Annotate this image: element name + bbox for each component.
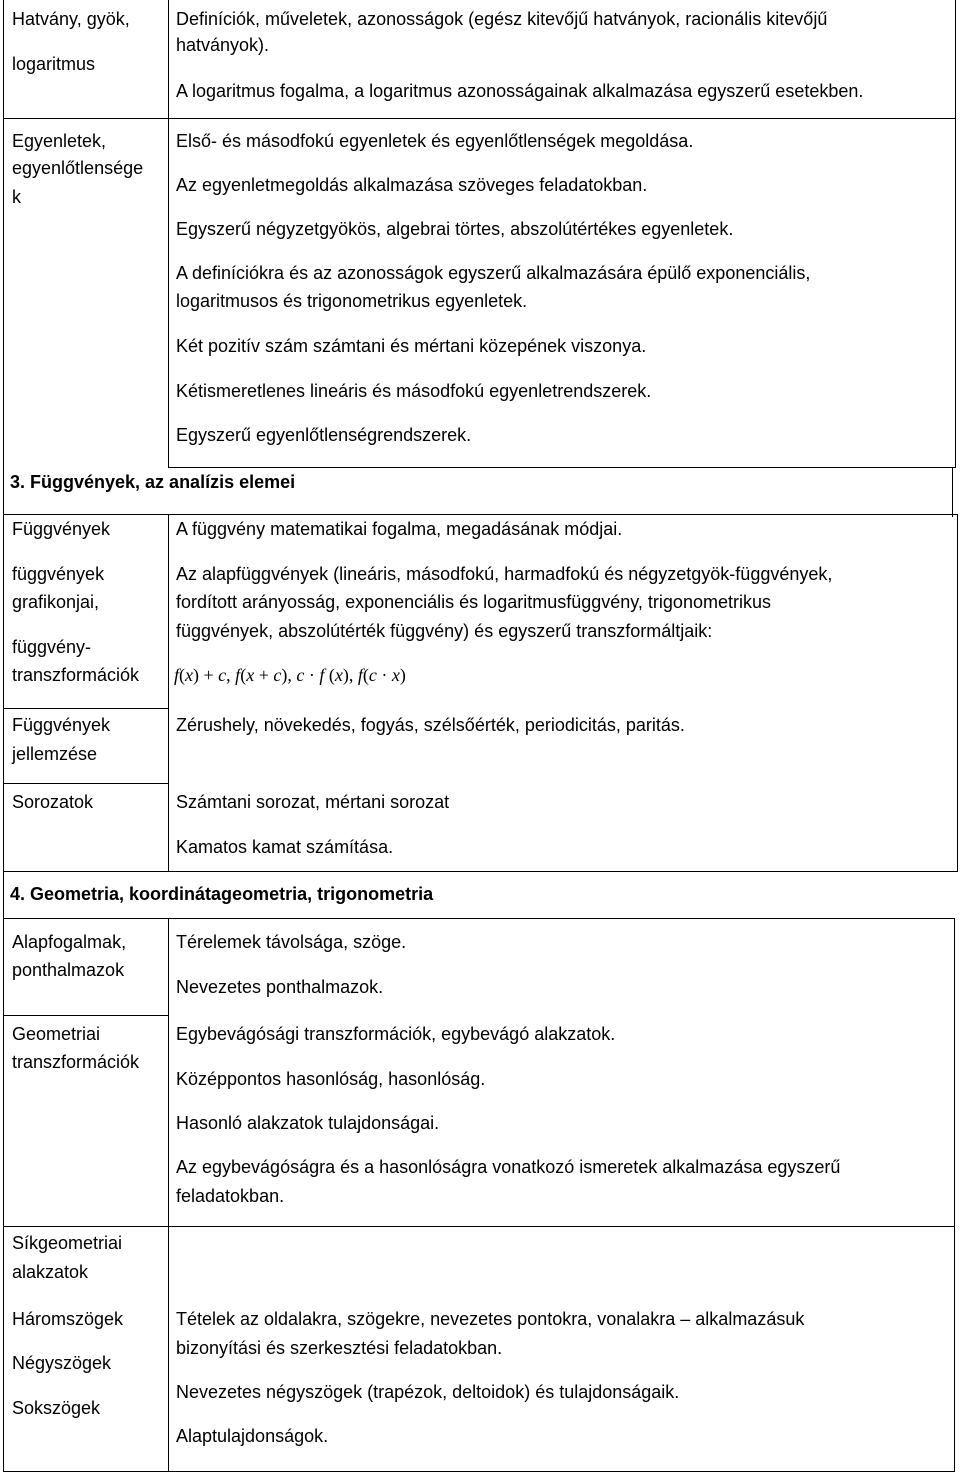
content-line: feladatokban. xyxy=(176,1186,285,1206)
formula-x: x xyxy=(246,665,255,685)
formula-paren: ) xyxy=(399,665,406,685)
topic-line: transzformációk xyxy=(12,1052,140,1072)
topic-line: ponthalmazok xyxy=(12,960,125,980)
content-line: Tételek az oldalakra, szögekre, nevezetes pontokra, vonalakra – alkalmazásuk xyxy=(176,1309,805,1329)
content-line: Első- és másodfokú egyenletek és egyenlőtlenségek megoldása. xyxy=(176,131,694,151)
transformation-formula xyxy=(174,664,406,686)
topic-line: logaritmus xyxy=(12,54,96,74)
content-line: hatványok). xyxy=(176,35,270,55)
formula-f: f xyxy=(174,665,180,685)
formula-x: x xyxy=(391,665,400,685)
formula-dot: · xyxy=(304,665,320,685)
content-line: Az egyenletmegoldás alkalmazása szöveges feladatokban. xyxy=(176,175,648,195)
formula-x: x xyxy=(334,665,343,685)
topic-line: transzformációk xyxy=(12,665,140,685)
content-line: Középpontos hasonlóság, hasonlóság. xyxy=(176,1069,486,1089)
formula-sep: ), xyxy=(281,665,297,685)
topic-line: jellemzése xyxy=(12,744,98,764)
formula-paren: ( xyxy=(240,665,247,685)
formula-c: c xyxy=(273,665,282,685)
formula-sep: , xyxy=(226,665,236,685)
content-line: bizonyítási és szerkesztési feladatokban. xyxy=(176,1338,503,1358)
content-line: Az alapfüggvények (lineáris, másodfokú, harmadfokú és négyzetgyök-függvények, xyxy=(176,564,833,584)
topic-line: Sorozatok xyxy=(12,792,94,812)
formula-dot: · xyxy=(376,665,392,685)
formula-f: f xyxy=(357,665,363,685)
content-line: függvények, abszolútérték függvény) és egyszerű transzformáltjaik: xyxy=(176,621,713,641)
content-line: Térelemek távolsága, szöge. xyxy=(176,932,407,952)
topic-line: függvény- xyxy=(12,637,92,657)
content-line: Kamatos kamat számítása. xyxy=(176,837,394,857)
formula-op: + xyxy=(254,665,274,685)
topic-line: Egyenletek, xyxy=(12,131,107,151)
content-line: Egyszerű egyenlőtlenségrendszerek. xyxy=(176,425,472,445)
content-line: Alaptulajdonságok. xyxy=(176,1426,329,1446)
content-line: A logaritmus fogalma, a logaritmus azonosságainak alkalmazása egyszerű esetekben. xyxy=(176,81,864,101)
formula-paren: ( xyxy=(328,665,335,685)
formula-paren: ( xyxy=(179,665,186,685)
content-line: Zérushely, növekedés, fogyás, szélsőérték, periodicitás, paritás. xyxy=(176,715,685,735)
content-line: A definíciókra és az azonosságok egyszerű alkalmazására épülő exponenciális, xyxy=(176,263,811,283)
content-line: fordított arányosság, exponenciális és logaritmusfüggvény, trigonometrikus xyxy=(176,592,771,612)
topic-line: Sokszögek xyxy=(12,1398,101,1418)
content-line: Hasonló alakzatok tulajdonságai. xyxy=(176,1113,440,1133)
topic-line: függvények xyxy=(12,564,105,584)
topic-line: k xyxy=(12,187,21,207)
topic-line: alakzatok xyxy=(12,1262,89,1282)
formula-sep: ), xyxy=(342,665,358,685)
formula-x: x xyxy=(185,665,194,685)
content-line: A függvény matematikai fogalma, megadásának módjai. xyxy=(176,519,623,539)
content-line: Kétismeretlenes lineáris és másodfokú egyenletrendszerek. xyxy=(176,381,652,401)
formula-paren: ( xyxy=(362,665,369,685)
content-line: logaritmusos és trigonometrikus egyenletek. xyxy=(176,291,528,311)
content-line: Nevezetes négyszögek (trapézok, deltoidok) és tulajdonságaik. xyxy=(176,1382,680,1402)
formula-c: c xyxy=(218,665,227,685)
content-line: Számtani sorozat, mértani sorozat xyxy=(176,792,450,812)
topic-line: Függvények xyxy=(12,715,111,735)
section-heading: 3. Függvények, az analízis elemei xyxy=(10,472,296,492)
topic-line: Függvények xyxy=(12,519,111,539)
content-line: Nevezetes ponthalmazok. xyxy=(176,977,384,997)
content-line: Az egybevágóságra és a hasonlóságra vonatkozó ismeretek alkalmazása egyszerű xyxy=(176,1157,841,1177)
topic-line: Geometriai xyxy=(12,1024,101,1044)
formula-c: c xyxy=(368,665,377,685)
content-line: Egybevágósági transzformációk, egybevágó alakzatok. xyxy=(176,1024,616,1044)
topic-line: egyenlőtlensége xyxy=(12,158,144,178)
topic-line: Síkgeometriai xyxy=(12,1233,123,1253)
topic-line: Háromszögek xyxy=(12,1309,124,1329)
content-line: Definíciók, műveletek, azonosságok (egész kitevőjű hatványok, racionális kitevőjű xyxy=(176,9,828,29)
topic-line: Alapfogalmak, xyxy=(12,932,127,952)
formula-c: c xyxy=(296,665,305,685)
formula-f: f xyxy=(235,665,241,685)
topic-line: Hatvány, gyök, xyxy=(12,9,130,29)
section-heading: 4. Geometria, koordinátageometria, trigonometria xyxy=(10,884,434,904)
content-line: Egyszerű négyzetgyökös, algebrai törtes, abszolútértékes egyenletek. xyxy=(176,219,734,239)
formula-f: f xyxy=(319,665,325,685)
topic-line: Négyszögek xyxy=(12,1353,112,1373)
content-line: Két pozitív szám számtani és mértani közepének viszonya. xyxy=(176,336,647,356)
topic-line: grafikonjai, xyxy=(12,592,100,612)
formula-op: ) + xyxy=(193,665,219,685)
